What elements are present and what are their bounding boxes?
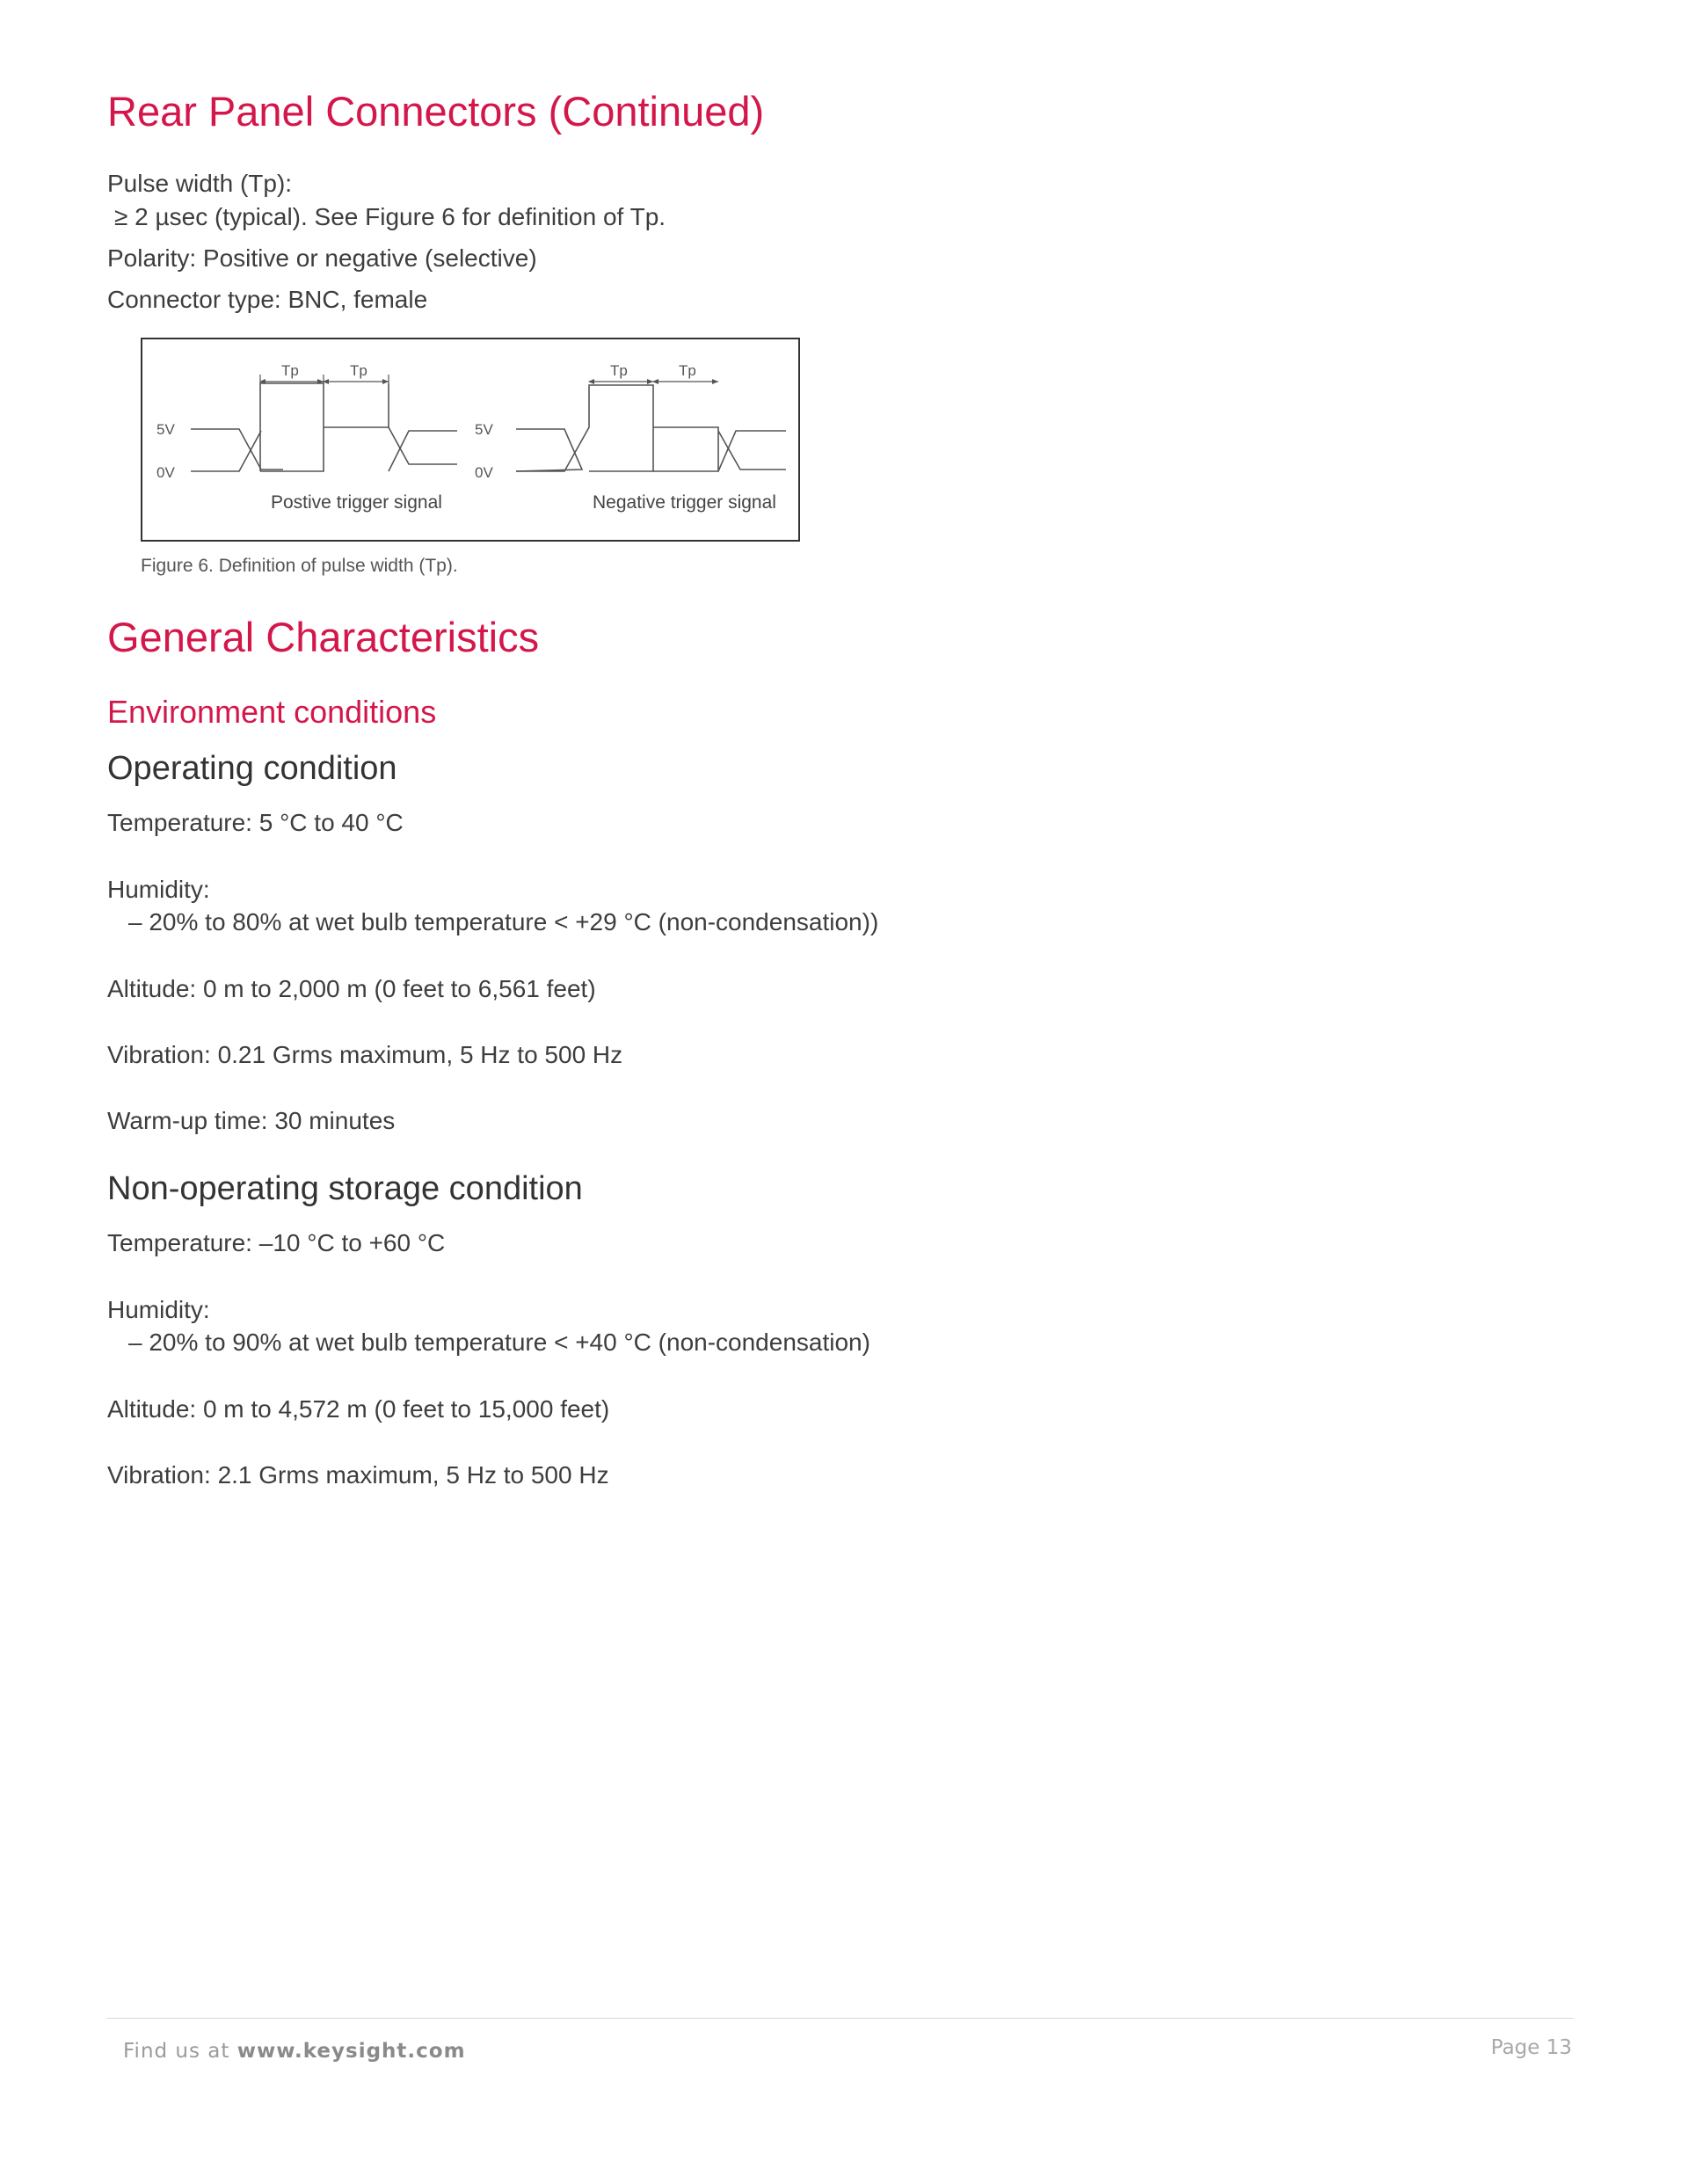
section-title-general: General Characteristics xyxy=(107,614,540,660)
positive-trigger-waveform xyxy=(191,375,457,471)
tp-label-neg-2: Tp xyxy=(679,362,696,379)
pulse-width-label: Pulse width (Tp): xyxy=(107,170,293,197)
label-5v-neg: 5V xyxy=(475,421,493,438)
pulse-width-diagram xyxy=(142,339,798,540)
page-number: Page 13 xyxy=(1490,2036,1572,2059)
operating-altitude: Altitude: 0 m to 2,000 m (0 feet to 6,561 feet) xyxy=(107,975,596,1002)
tp-label-pos-1: Tp xyxy=(281,362,299,379)
polarity-text: Polarity: Positive or negative (selective) xyxy=(107,244,537,272)
figure-caption: Figure 6. Definition of pulse width (Tp). xyxy=(141,556,458,576)
footer-find-us-prefix: Find us at xyxy=(123,2040,237,2063)
storage-vibration: Vibration: 2.1 Grms maximum, 5 Hz to 500 Hz xyxy=(107,1461,609,1489)
connector-type-text: Connector type: BNC, female xyxy=(107,286,428,313)
negative-trigger-waveform xyxy=(516,382,786,471)
negative-trigger-caption: Negative trigger signal xyxy=(593,492,776,513)
operating-temperature: Temperature: 5 °C to 40 °C xyxy=(107,809,404,836)
storage-humidity-value: – 20% to 90% at wet bulb temperature < +40 °C (non-condensation) xyxy=(128,1329,870,1356)
footer-find-us xyxy=(123,2040,466,2063)
footer-divider xyxy=(107,2018,1574,2019)
storage-altitude: Altitude: 0 m to 4,572 m (0 feet to 15,000 feet) xyxy=(107,1395,610,1423)
section-title-rear-panel: Rear Panel Connectors (Continued) xyxy=(107,88,765,135)
storage-condition-title: Non-operating storage condition xyxy=(107,1170,583,1207)
operating-humidity-label: Humidity: xyxy=(107,876,210,903)
footer-website-link[interactable]: www.keysight.com xyxy=(236,2040,466,2063)
positive-trigger-caption: Postive trigger signal xyxy=(271,492,442,513)
operating-vibration: Vibration: 0.21 Grms maximum, 5 Hz to 500 Hz xyxy=(107,1041,623,1068)
label-0v-pos: 0V xyxy=(156,464,175,481)
tp-label-neg-1: Tp xyxy=(610,362,628,379)
label-0v-neg: 0V xyxy=(475,464,493,481)
storage-humidity-label: Humidity: xyxy=(107,1296,210,1323)
tp-label-pos-2: Tp xyxy=(350,362,367,379)
subsection-title-environment: Environment conditions xyxy=(107,694,437,730)
label-5v-pos: 5V xyxy=(156,421,175,438)
warmup-time: Warm-up time: 30 minutes xyxy=(107,1107,396,1134)
operating-condition-title: Operating condition xyxy=(107,750,397,787)
pulse-width-figure xyxy=(141,338,800,542)
storage-temperature: Temperature: –10 °C to +60 °C xyxy=(107,1229,446,1256)
pulse-width-value: ≥ 2 µsec (typical). See Figure 6 for definition of Tp. xyxy=(114,203,666,230)
operating-humidity-value: – 20% to 80% at wet bulb temperature < +29 °C (non-condensation)) xyxy=(128,908,879,935)
